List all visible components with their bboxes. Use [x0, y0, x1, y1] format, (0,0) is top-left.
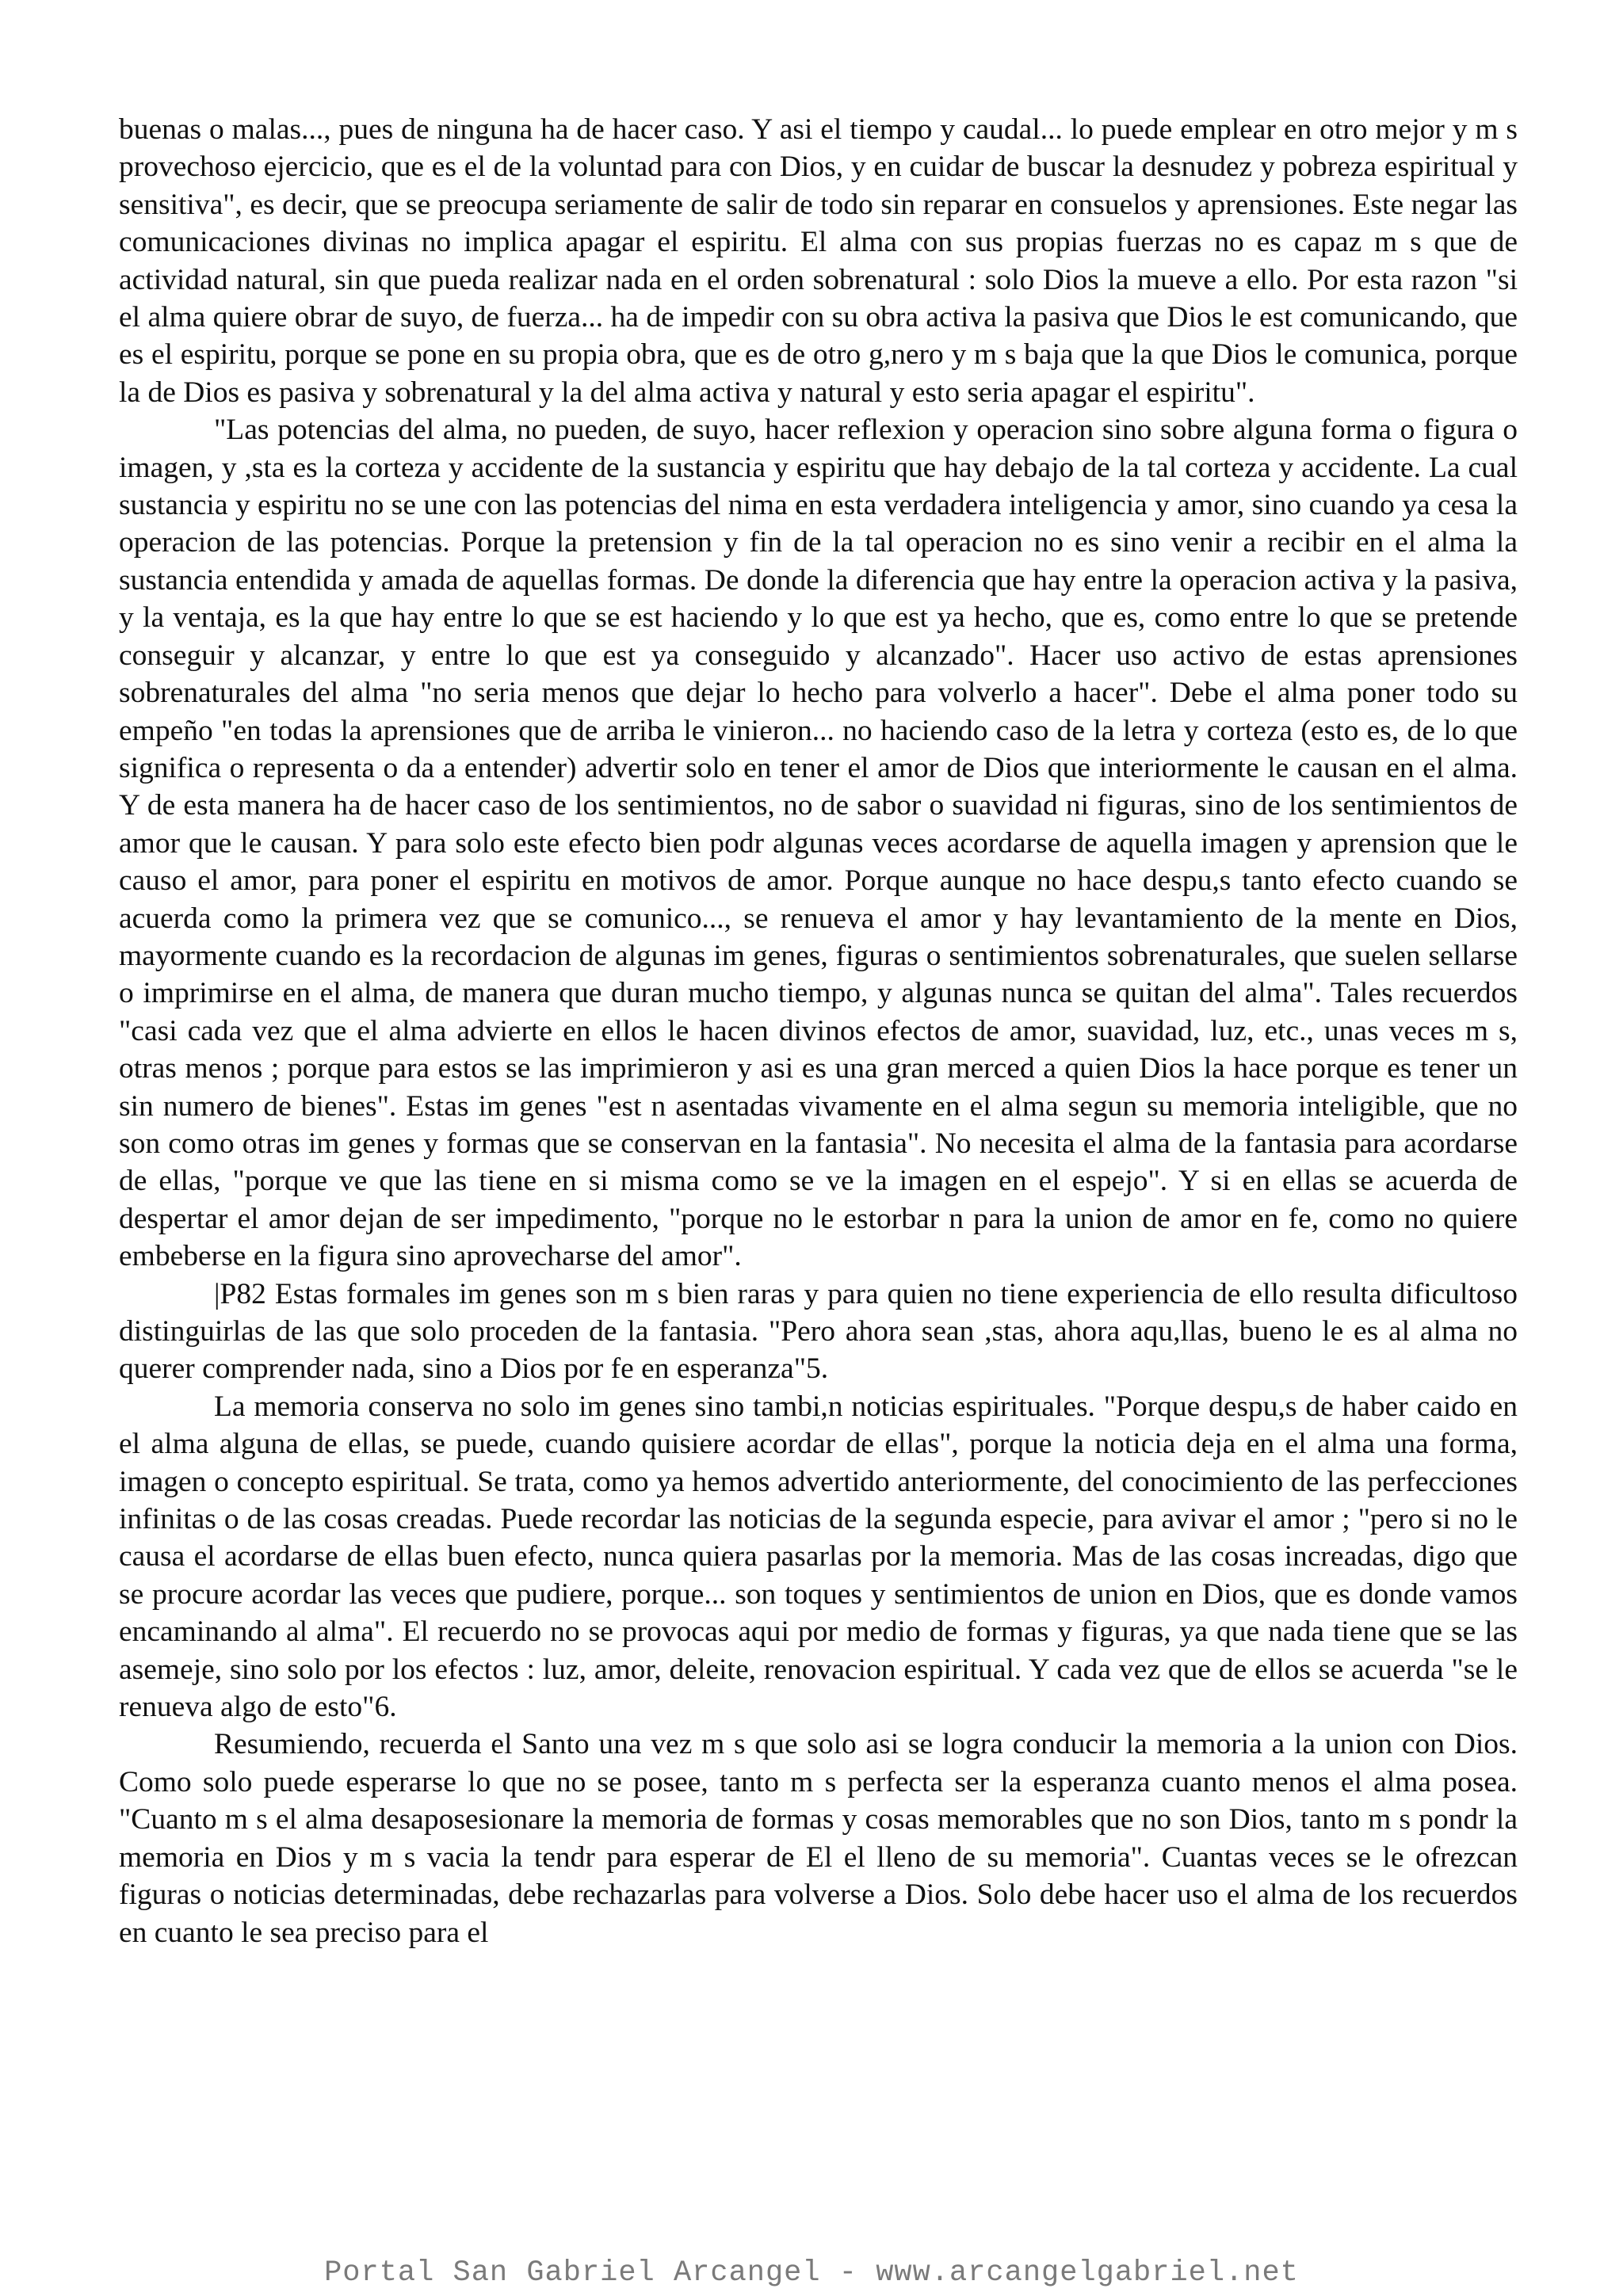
document-body: [119, 111, 1518, 1951]
paragraph-4: La memoria conserva no solo im genes sino tambi,n noticias espirituales. "Porque despu,s de haber caido en el alma alguna de ellas, se puede, cuando quisiere acordar de ellas", porque la noticia deja en el alma una forma, imagen o concepto espiritual. Se trata, como ya hemos advertido anteriormente, del conocimiento de las perfecciones infinitas o de las cosas creadas. Puede recordar las noticias de la segunda especie, para avivar el amor ; "pero si no le causa el acordarse de ellas buen efecto, nunca quiera pasarlas por la memoria. Mas de las cosas increadas, digo que se procure acordar las veces que pudiere, porque... son toques y sentimientos de union en Dios, que es donde vamos encaminando al alma". El recuerdo no se provocas aqui por medio de formas y figuras, ya que nada tiene que se las asemeje, sino solo por los efectos : luz, amor, deleite, renovacion espiritual. Y cada vez que de ellos se acuerda "se le renueva algo de esto"6.: [119, 1390, 1518, 1724]
paragraph-3: |P82 Estas formales im genes son m s bien raras y para quien no tiene experiencia de ello resulta dificultoso distinguirlas de las que solo proceden de la fantasia. "Pero ahora sean ,stas, ahora aqu,llas, bueno le es al alma no querer comprender nada, sino a Dios por fe en esperanza"5.: [119, 1277, 1518, 1386]
paragraph-1: buenas o malas..., pues de ninguna ha de hacer caso. Y asi el tiempo y caudal... lo puede emplear en otro mejor y m s provechoso ejercicio, que es el de la voluntad para con Dios, y en cuidar de buscar la desnudez y pobreza espiritual y sensitiva", es decir, que se preocupa seriamente de salir de todo sin reparar en consuelos y aprensiones. Este negar las comunicaciones divinas no implica apagar el espiritu. El alma con sus propias fuerzas no es capaz m s que de actividad natural, sin que pueda realizar nada en el orden sobrenatural : solo Dios la mueve a ello. Por esta razon "si el alma quiere obrar de suyo, de fuerza... ha de impedir con su obra activa la pasiva que Dios le est comunicando, que es el espiritu, porque se pone en su propia obra, que es de otro g,nero y m s baja que la que Dios le comunica, porque la de Dios es pasiva y sobrenatural y la del alma activa y natural y esto seria apagar el espiritu".: [119, 113, 1518, 409]
page-footer: Portal San Gabriel Arcangel - www.arcangelgabriel.net: [324, 2256, 1299, 2290]
paragraph-5: Resumiendo, recuerda el Santo una vez m s que solo asi se logra conducir la memoria a la union con Dios. Como solo puede esperarse lo que no se posee, tanto m s perfecta ser la esperanza cuanto menos el alma posea. "Cuanto m s el alma desaposesionare la memoria de formas y cosas memorables que no son Dios, tanto m s pondr la memoria en Dios y m s vacia la tendr para esperar de El el lleno de su memoria". Cuantas veces se le ofrezcan figuras o noticias determinadas, debe rechazarlas para volverse a Dios. Solo debe hacer uso el alma de los recuerdos en cuanto le sea preciso para el: [119, 1728, 1518, 1949]
paragraph-2: "Las potencias del alma, no pueden, de suyo, hacer reflexion y operacion sino sobre alguna forma o figura o imagen, y ,sta es la corteza y accidente de la sustancia y espiritu que hay debajo de la tal corteza y accidente. La cual sustancia y espiritu no se une con las potencias del nima en esta verdadera inteligencia y amor, sino cuando ya cesa la operacion de las potencias. Porque la pretension y fin de la tal operacion no es sino venir a recibir en el alma la sustancia entendida y amada de aquellas formas. De donde la diferencia que hay entre la operacion activa y la pasiva, y la ventaja, es la que hay entre lo que se est haciendo y lo que est ya hecho, que es, como entre lo que se pretende conseguir y alcanzar, y entre lo que est ya conseguido y alcanzado". Hacer uso activo de estas aprensiones sobrenaturales del alma "no seria menos que dejar lo hecho para volverlo a hacer". Debe el alma poner todo su empeño "en todas la aprensiones que de arriba le vinieron... no haciendo caso de la letra y corteza (esto es, de lo que significa o representa o da a entender) advertir solo en tener el amor de Dios que interiormente le causan en el alma. Y de esta manera ha de hacer caso de los sentimientos, no de sabor o suavidad ni figuras, sino de los sentimientos de amor que le causan. Y para solo este efecto bien podr algunas veces acordarse de aquella imagen y aprension que le causo el amor, para poner el espiritu en motivos de amor. Porque aunque no hace despu,s tanto efecto cuando se acuerda como la primera vez que se comunico..., se renueva el amor y hay levantamiento de la mente en Dios, mayormente cuando es la recordacion de algunas im genes, figuras o sentimientos sobrenaturales, que suelen sellarse o imprimirse en el alma, de manera que duran mucho tiempo, y algunas nunca se quitan del alma". Tales recuerdos "casi cada vez que el alma advierte en ellos le hacen divinos efectos de amor, suavidad, luz, etc., unas veces m s, otras menos ; porque para estos se las imprimieron y asi es una gran merced a quien Dios la hace porque es tener un sin numero de bienes". Estas im genes "est n asentadas vivamente en el alma segun su memoria inteligible, que no son como otras im genes y formas que se conservan en la fantasia". No necesita el alma de la fantasia para acordarse de ellas, "porque ve que las tiene en si misma como se ve la imagen en el espejo". Y si en ellas se acuerda de despertar el amor dejan de ser impedimento, "porque no le estorbar n para la union de amor en fe, como no quiere embeberse en la figura sino aprovecharse del amor".: [119, 414, 1518, 1273]
